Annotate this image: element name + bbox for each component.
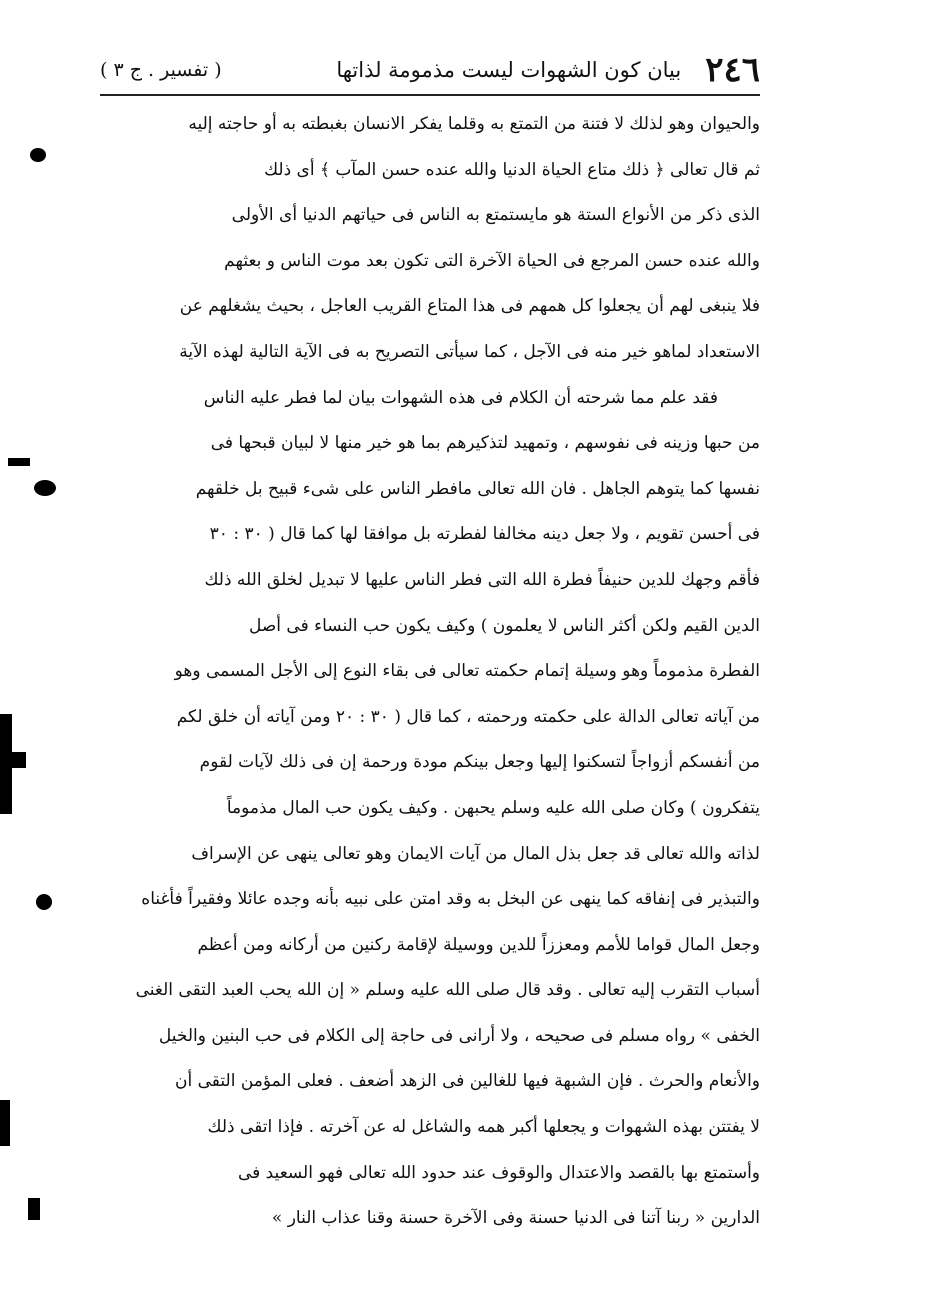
text-line: أسباب التقرب إليه تعالى . وقد قال صلى الله عليه وسلم « إن الله يحب العبد التقى الغنى bbox=[135, 980, 760, 1001]
text-line: الخفى » رواه مسلم فى صحيحه ، ولا أرانى فى حاجة إلى الكلام فى حب البنين والخيل bbox=[158, 1025, 760, 1046]
binding-mark bbox=[8, 752, 26, 768]
text-line: وأستمتع بها بالقصد والاعتدال والوقوف عند حدود الله تعالى فهو السعيد فى bbox=[237, 1162, 760, 1183]
text-line: نفسها كما يتوهم الجاهل . فان الله تعالى مافطر الناس على شىء قبيح بل خلقهم bbox=[195, 478, 760, 499]
page-header bbox=[100, 46, 760, 94]
text-line: الدين القيم ولكن أكثر الناس لا يعلمون ) وكيف يكون حب النساء فى أصل bbox=[248, 615, 760, 636]
text-line: لذاته والله تعالى قد جعل بذل المال من آيات الايمان وهو تعالى ينهى عن الإسراف bbox=[191, 843, 760, 864]
scan-smudge bbox=[8, 458, 30, 466]
text-line: الذى ذكر من الأنواع الستة هو مايستمتع به الناس فى حياتهم الدنيا أى الأولى bbox=[231, 205, 760, 226]
header-rule bbox=[100, 94, 760, 96]
text-line: فى أحسن تقويم ، ولا جعل دينه مخالفا لفطرته بل موافقا لها كما قال ( ٣٠ : ٣٠ bbox=[209, 524, 760, 545]
text-line: من آياته تعالى الدالة على حكمته ورحمته ، كما قال ( ٣٠ : ٢٠ ومن آياته أن خلق لكم bbox=[176, 706, 760, 727]
page-number: ٢٤٦ bbox=[705, 50, 760, 90]
body-text bbox=[100, 102, 760, 1242]
text-line: ثم قال تعالى ﴿ ذلك متاع الحياة الدنيا والله عنده حسن المآب ﴾ أى ذلك bbox=[264, 159, 760, 180]
text-line: والله عنده حسن المرجع فى الحياة الآخرة التى تكون بعد موت الناس و بعثهم bbox=[224, 250, 760, 271]
volume-reference: ( تفسير . ج ٣ ) bbox=[100, 59, 222, 81]
text-line: والتبذير فى إنفاقه كما ينهى عن البخل به وقد امتن على نبيه بأنه وجده عائلا وفقيراً فأغناه bbox=[141, 889, 760, 910]
text-line: من أنفسكم أزواجاً لتسكنوا إليها وجعل بينكم مودة ورحمة إن فى ذلك لآيات لقوم bbox=[199, 752, 760, 773]
text-line: والأنعام والحرث . فإن الشبهة فيها للغالين فى الزهد أضعف . فعلى المؤمن التقى أن bbox=[175, 1071, 760, 1092]
text-line: فأقم وجهك للدين حنيفاً فطرة الله التى فطر الناس عليها لا تبديل لخلق الله ذلك bbox=[204, 569, 760, 590]
text-line: والحيوان وهو لذلك لا فتنة من التمتع به وقلما يفكر الانسان بغبطته به أو حاجته إليه bbox=[188, 114, 760, 134]
scan-smudge bbox=[28, 1198, 40, 1220]
text-line: فلا ينبغى لهم أن يجعلوا كل همهم فى هذا المتاع القريب العاجل ، بحيث يشغلهم عن bbox=[179, 296, 760, 317]
scan-smudge bbox=[34, 480, 56, 496]
text-line: الفطرة مذموماً وهو وسيلة إتمام حكمته تعالى فى بقاء النوع إلى الأجل المسمى وهو bbox=[174, 661, 760, 682]
text-line: الدارين « ربنا آتنا فى الدنيا حسنة وفى الآخرة حسنة وقنا عذاب النار » bbox=[271, 1208, 760, 1229]
scan-smudge bbox=[36, 894, 52, 910]
scan-smudge bbox=[30, 148, 46, 162]
text-line: وجعل المال قواما للأمم ومعززاً للدين ووسيلة لإقامة ركنين من أركانه ومن أعظم bbox=[197, 934, 760, 955]
binding-mark bbox=[0, 1100, 10, 1146]
text-line: يتفكرون ) وكان صلى الله عليه وسلم يحبهن . وكيف يكون حب المال مذموماً bbox=[226, 797, 760, 818]
text-line: فقد علم مما شرحته أن الكلام فى هذه الشهوات بيان لما فطر عليه الناس bbox=[203, 387, 718, 408]
text-line: من حبها وزينه فى نفوسهم ، وتمهيد لتذكيرهم بما هو خير منها لا لبيان قبحها فى bbox=[210, 433, 760, 454]
text-line: لا يفتتن بهذه الشهوات و يجعلها أكبر همه والشاغل له عن آخرته . فإذا اتقى ذلك bbox=[207, 1117, 760, 1138]
text-line: الاستعداد لماهو خير منه فى الآجل ، كما سيأتى التصريح به فى الآية التالية لهذه الآية bbox=[179, 341, 760, 362]
running-title: بيان كون الشهوات ليست مذمومة لذاتها bbox=[336, 58, 682, 82]
